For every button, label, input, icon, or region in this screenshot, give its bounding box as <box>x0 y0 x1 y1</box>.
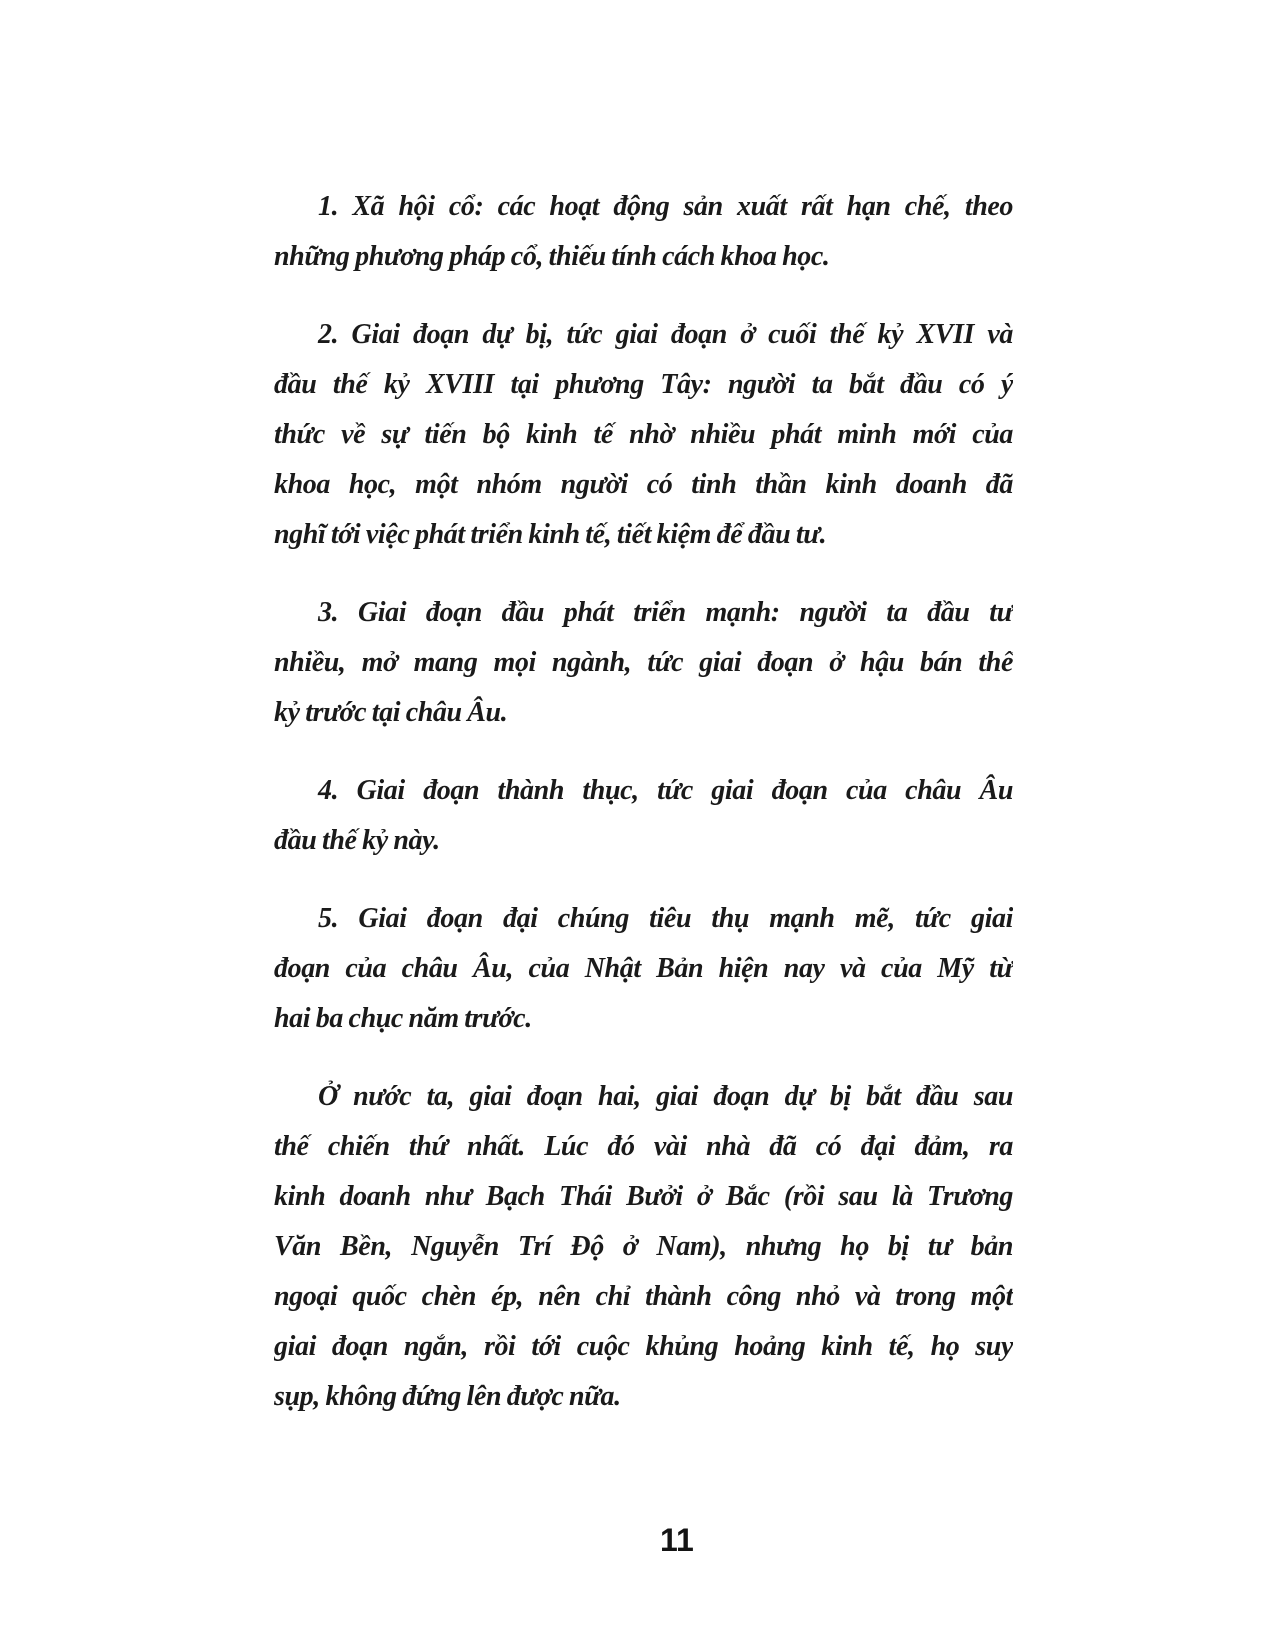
paragraph-6 <box>274 1072 1013 1422</box>
text-line: 4. Giai đoạn thành thục, tức giai đoạn của châu Âu <box>318 775 1013 806</box>
text-line: sụp, không đứng lên được nữa. <box>274 1381 621 1412</box>
text-line: thế chiến thứ nhất. Lúc đó vài nhà đã có đại đảm, ra <box>274 1131 1013 1162</box>
paragraph-3 <box>274 588 1013 738</box>
paragraph-1 <box>274 182 1013 282</box>
text-line: đoạn của châu Âu, của Nhật Bản hiện nay và của Mỹ từ <box>274 953 1013 984</box>
text-line: Văn Bền, Nguyễn Trí Độ ở Nam), nhưng họ bị tư bản <box>274 1231 1013 1262</box>
text-line: khoa học, một nhóm người có tinh thần kinh doanh đã <box>274 469 1013 500</box>
text-line: thức về sự tiến bộ kinh tế nhờ nhiều phát minh mới của <box>274 419 1013 450</box>
page-text-block <box>274 182 1013 1422</box>
text-line: kinh doanh như Bạch Thái Bưởi ở Bắc (rồi sau là Trương <box>274 1181 1013 1212</box>
text-line: hai ba chục năm trước. <box>274 1003 532 1034</box>
text-line: 1. Xã hội cổ: các hoạt động sản xuất rất hạn chế, theo <box>318 191 1013 222</box>
text-line: nhiều, mở mang mọi ngành, tức giai đoạn ở hậu bán thế <box>274 647 1013 678</box>
text-line: đầu thế kỷ XVIII tại phương Tây: người ta bắt đầu có ý <box>274 369 1013 400</box>
text-line: nghĩ tới việc phát triển kinh tế, tiết kiệm để đầu tư. <box>274 519 827 550</box>
text-line: ngoại quốc chèn ép, nên chỉ thành công nhỏ và trong một <box>274 1281 1013 1312</box>
text-line: 5. Giai đoạn đại chúng tiêu thụ mạnh mẽ, tức giai <box>318 903 1013 934</box>
text-line: đầu thế kỷ này. <box>274 825 440 856</box>
page-number: 11 <box>660 1522 694 1558</box>
text-line: kỷ trước tại châu Âu. <box>274 697 508 728</box>
text-line: những phương pháp cổ, thiếu tính cách khoa học. <box>274 241 830 272</box>
paragraph-5 <box>274 894 1013 1044</box>
text-line: 2. Giai đoạn dự bị, tức giai đoạn ở cuối thế kỷ XVII và <box>318 319 1013 350</box>
paragraph-4 <box>274 766 1013 866</box>
text-line: giai đoạn ngắn, rồi tới cuộc khủng hoảng kinh tế, họ suy <box>274 1331 1013 1362</box>
paragraph-2 <box>274 310 1013 560</box>
text-line: 3. Giai đoạn đầu phát triển mạnh: người ta đầu tư <box>318 597 1013 628</box>
text-line: Ở nước ta, giai đoạn hai, giai đoạn dự bị bắt đầu sau <box>318 1081 1013 1112</box>
